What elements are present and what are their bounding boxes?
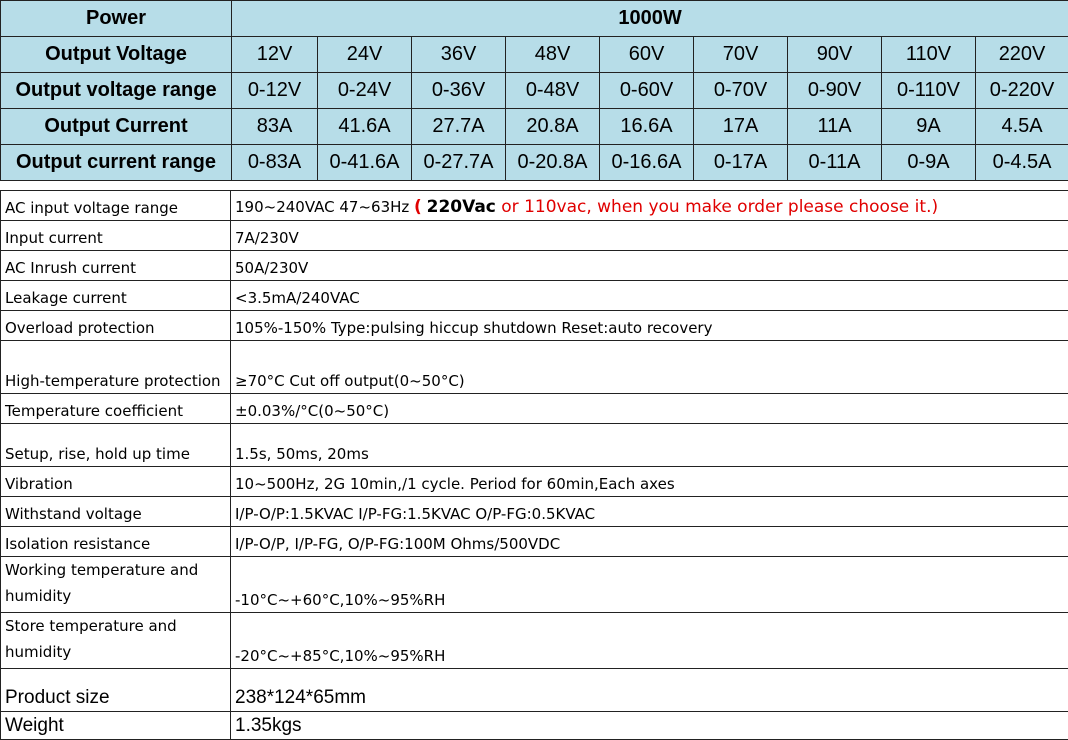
row-label: Setup, rise, hold up time	[1, 424, 231, 467]
table-row	[1, 73, 1068, 109]
cell: 0-220V	[976, 73, 1068, 109]
table-row	[1, 109, 1068, 145]
table-row	[1, 37, 1068, 73]
table-row	[1, 424, 1068, 467]
row-label: Leakage current	[1, 281, 231, 311]
row-label: Isolation resistance	[1, 527, 231, 557]
cell: 36V	[412, 37, 506, 73]
cell: 0-12V	[232, 73, 318, 109]
row-label: Working temperature and humidity	[1, 557, 231, 613]
cell: 16.6A	[600, 109, 694, 145]
cell: 0-83A	[232, 145, 318, 181]
output-spec-table	[0, 0, 1068, 181]
cell: 27.7A	[412, 109, 506, 145]
row-value: ≥70°C Cut off output(0~50°C)	[231, 341, 1068, 394]
cell: 0-90V	[788, 73, 882, 109]
row-label: Input current	[1, 221, 231, 251]
row-value: I/P-O/P, I/P-FG, O/P-FG:100M Ohms/500VDC	[231, 527, 1068, 557]
table-row	[1, 341, 1068, 394]
table-row	[1, 497, 1068, 527]
row-label: Overload protection	[1, 311, 231, 341]
row-label: Output Voltage	[1, 37, 232, 73]
cell: 0-20.8A	[506, 145, 600, 181]
row-label: AC Inrush current	[1, 251, 231, 281]
cell: 60V	[600, 37, 694, 73]
table-row	[1, 712, 1068, 740]
table-row	[1, 557, 1068, 613]
row-label: Output current range	[1, 145, 232, 181]
cell: 24V	[318, 37, 412, 73]
table-row	[1, 311, 1068, 341]
row-value: <3.5mA/240VAC	[231, 281, 1068, 311]
cell: 0-4.5A	[976, 145, 1068, 181]
note-220vac: 220Vac	[427, 197, 496, 217]
cell: 12V	[232, 37, 318, 73]
row-value: ±0.03%/°C(0~50°C)	[231, 394, 1068, 424]
cell: 9A	[882, 109, 976, 145]
cell: 0-11A	[788, 145, 882, 181]
table-row	[1, 281, 1068, 311]
row-value: 7A/230V	[231, 221, 1068, 251]
row-value: 50A/230V	[231, 251, 1068, 281]
row-label: Withstand voltage	[1, 497, 231, 527]
note-order-choice: or 110vac, when you make order please choose it.)	[496, 197, 938, 217]
cell: 4.5A	[976, 109, 1068, 145]
cell: 0-24V	[318, 73, 412, 109]
row-value: -20°C~+85°C,10%~95%RH	[231, 613, 1068, 669]
row-value: -10°C~+60°C,10%~95%RH	[231, 557, 1068, 613]
table-row	[1, 467, 1068, 497]
power-value: 1000W	[232, 1, 1068, 37]
cell: 0-17A	[694, 145, 788, 181]
row-value: 105%-150% Type:pulsing hiccup shutdown Reset:auto recovery	[231, 311, 1068, 341]
cell: 17A	[694, 109, 788, 145]
cell: 110V	[882, 37, 976, 73]
table-row	[1, 191, 1068, 221]
table-row	[1, 527, 1068, 557]
row-label: Weight	[1, 712, 231, 740]
power-label: Power	[1, 1, 232, 37]
row-value: 1.5s, 50ms, 20ms	[231, 424, 1068, 467]
general-spec-table	[0, 190, 1068, 740]
cell: 0-36V	[412, 73, 506, 109]
note-paren: (	[414, 197, 422, 217]
row-label: Output voltage range	[1, 73, 232, 109]
row-label: Temperature coefficient	[1, 394, 231, 424]
table-row	[1, 613, 1068, 669]
row-value: 1.35kgs	[231, 712, 1068, 740]
cell: 48V	[506, 37, 600, 73]
cell: 0-70V	[694, 73, 788, 109]
cell: 0-41.6A	[318, 145, 412, 181]
row-label: AC input voltage range	[1, 191, 231, 221]
cell: 220V	[976, 37, 1068, 73]
row-label: Product size	[1, 669, 231, 712]
cell: 83A	[232, 109, 318, 145]
row-label: Store temperature and humidity	[1, 613, 231, 669]
cell: 0-110V	[882, 73, 976, 109]
cell: 0-27.7A	[412, 145, 506, 181]
cell: 90V	[788, 37, 882, 73]
cell: 0-9A	[882, 145, 976, 181]
cell: 0-16.6A	[600, 145, 694, 181]
table-row	[1, 221, 1068, 251]
ac-input-value: 190~240VAC 47~63Hz	[235, 198, 409, 216]
cell: 20.8A	[506, 109, 600, 145]
cell: 11A	[788, 109, 882, 145]
row-label: Output Current	[1, 109, 232, 145]
table-row	[1, 251, 1068, 281]
table-row	[1, 669, 1068, 712]
cell: 0-48V	[506, 73, 600, 109]
row-value: 10~500Hz, 2G 10min,/1 cycle. Period for 60min,Each axes	[231, 467, 1068, 497]
cell: 41.6A	[318, 109, 412, 145]
table-row	[1, 394, 1068, 424]
table-row	[1, 145, 1068, 181]
row-label: High-temperature protection	[1, 341, 231, 394]
row-value: I/P-O/P:1.5KVAC I/P-FG:1.5KVAC O/P-FG:0.5KVAC	[231, 497, 1068, 527]
cell: 0-60V	[600, 73, 694, 109]
cell: 70V	[694, 37, 788, 73]
row-label: Vibration	[1, 467, 231, 497]
row-value	[231, 191, 1068, 221]
row-value: 238*124*65mm	[231, 669, 1068, 712]
